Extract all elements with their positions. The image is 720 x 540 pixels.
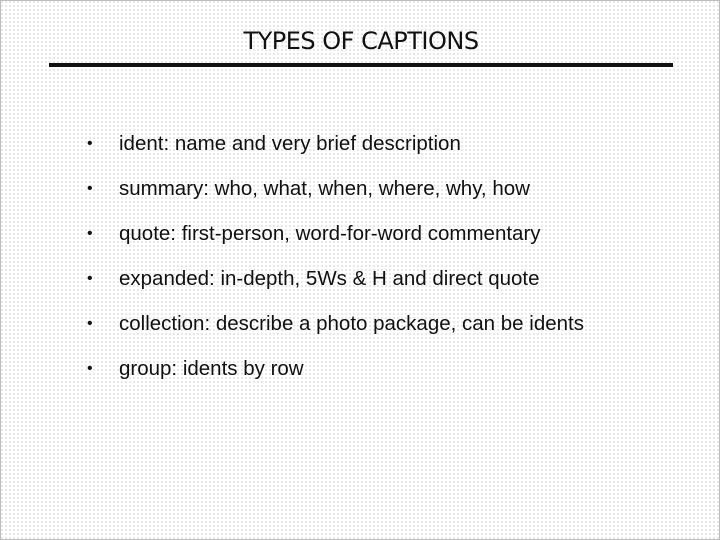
bullet-text: expanded: in-depth, 5Ws & H and direct quote — [119, 267, 540, 290]
bullet-item — [87, 222, 584, 267]
bullet-item — [87, 267, 584, 312]
bullet-list — [87, 132, 584, 402]
bullet-text: group: idents by row — [119, 357, 304, 380]
bullet-icon: • — [87, 135, 93, 152]
bullet-icon: • — [87, 360, 93, 377]
bullet-text: quote: first-person, word-for-word commentary — [119, 222, 541, 245]
title-underline — [49, 63, 673, 67]
bullet-icon: • — [87, 270, 93, 287]
slide-title: TYPES OF CAPTIONS — [243, 27, 479, 55]
bullet-text: summary: who, what, when, where, why, how — [119, 177, 530, 200]
bullet-item — [87, 177, 584, 222]
bullet-text: collection: describe a photo package, can be idents — [119, 312, 584, 335]
bullet-icon: • — [87, 180, 93, 197]
bullet-icon: • — [87, 315, 93, 332]
bullet-icon: • — [87, 225, 93, 242]
bullet-item — [87, 357, 584, 402]
bullet-item — [87, 132, 584, 177]
bullet-text: ident: name and very brief description — [119, 132, 461, 155]
bullet-item — [87, 312, 584, 357]
